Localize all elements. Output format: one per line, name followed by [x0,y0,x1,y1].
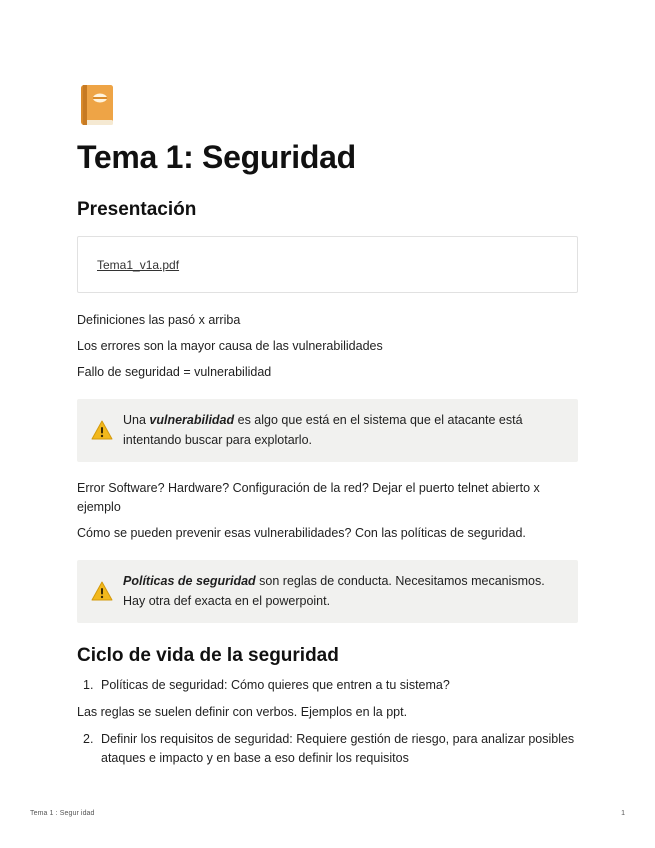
numbered-list [77,730,578,768]
list-item [77,730,578,768]
document-page [77,82,578,768]
list-item-text: Definir los requisitos de seguridad: Requiere gestión de riesgo, para analizar posibles ataques e impacto y en base a eso definir los requisitos [101,732,575,765]
warning-icon [91,420,113,440]
section-heading-ciclo: Ciclo de vida de la seguridad [77,645,339,666]
paragraph: Definiciones las pasó x arriba [77,313,241,327]
file-attachment[interactable] [77,236,578,293]
callout-politicas [77,560,578,623]
list-item [77,676,578,695]
footer-title: Tema 1 : Segur idad [30,810,95,817]
callout-prefix: Una [123,413,150,427]
callout-rest: son reglas de conducta. Necesitamos mecanismos. Hay otra def exacta en el powerpoint. [123,574,545,608]
callout-text [123,410,562,450]
file-link[interactable]: Tema1_v1a.pdf [97,257,180,272]
paragraph: Error Software? Hardware? Configuración de la red? Dejar el puerto telnet abierto x ejemplo [77,481,540,514]
section-heading-presentacion: Presentación [77,199,197,220]
list-number: 1. [83,678,94,692]
paragraph: Los errores son la mayor causa de las vulnerabilidades [77,339,383,353]
list-item-text: Políticas de seguridad: Cómo quieres que entren a tu sistema? [101,678,450,692]
closed-book-icon [77,82,117,128]
page-title: Tema 1: Seguridad [77,139,356,175]
paragraph: Fallo de seguridad = vulnerabilidad [77,365,272,379]
warning-icon [91,581,113,601]
callout-emphasis: vulnerabilidad [149,413,235,427]
page-number: 1 [621,810,625,817]
callout-vulnerabilidad [77,399,578,462]
paragraph: Las reglas se suelen definir con verbos. Ejemplos en la ppt. [77,705,408,719]
callout-rest: es algo que está en el sistema que el atacante está intentando buscar para explotarlo. [123,413,523,447]
callout-emphasis: Políticas de seguridad [123,574,256,588]
list-number: 2. [83,732,94,746]
callout-text [123,571,562,611]
numbered-list [77,676,578,695]
paragraph: Cómo se pueden prevenir esas vulnerabilidades? Con las políticas de seguridad. [77,526,526,540]
